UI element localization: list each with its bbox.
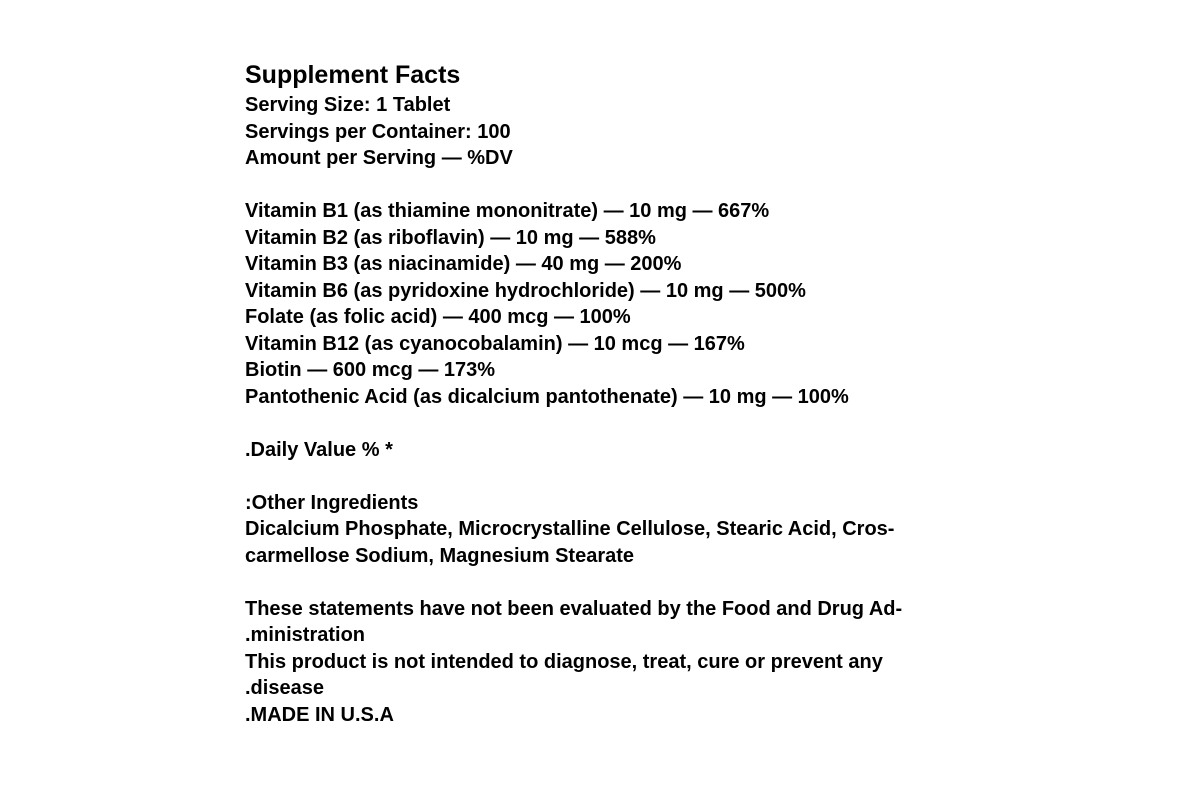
daily-value-note: .Daily Value % * bbox=[245, 438, 393, 461]
spacer bbox=[245, 410, 1005, 437]
nutrient-row-vitamin-b1: Vitamin B1 (as thiamine mononitrate) — 10 mg — 667% bbox=[245, 200, 770, 222]
other-ingredients-section bbox=[245, 490, 1005, 570]
made-in-usa: .MADE IN U.S.A bbox=[245, 703, 394, 726]
spacer bbox=[245, 569, 1005, 596]
nutrient-row-folate: Folate (as folic acid) — 400 mcg — 100% bbox=[245, 306, 631, 328]
nutrient-row-vitamin-b12: Vitamin B12 (as cyanocobalamin) — 10 mcg — 167% bbox=[245, 332, 745, 355]
other-ingredients-heading: :Other Ingredients bbox=[245, 491, 419, 514]
servings-per-container: Servings per Container: 100 bbox=[245, 120, 511, 143]
nutrient-row-vitamin-b2: Vitamin B2 (as riboflavin) — 10 mg — 588% bbox=[245, 226, 656, 249]
supplement-facts-label bbox=[245, 58, 1005, 728]
disclaimer-line: .ministration bbox=[245, 624, 366, 646]
serving-size: Serving Size: 1 Tablet bbox=[245, 94, 451, 116]
nutrient-row-vitamin-b6: Vitamin B6 (as pyridoxine hydrochloride) — 10 mg — 500% bbox=[245, 279, 806, 302]
disclaimer-section bbox=[245, 596, 1005, 729]
nutrient-row-biotin: Biotin — 600 mcg — 173% bbox=[245, 359, 496, 381]
nutrient-row-vitamin-b3: Vitamin B3 (as niacinamide) — 40 mg — 200% bbox=[245, 253, 682, 275]
disclaimer-line: These statements have not been evaluated by the Food and Drug Ad- bbox=[245, 597, 903, 620]
other-ingredients-line: carmellose Sodium, Magnesium Stearate bbox=[245, 544, 635, 567]
spacer bbox=[245, 172, 1005, 199]
nutrient-list bbox=[245, 198, 1005, 410]
other-ingredients-line: Dicalcium Phosphate, Microcrystalline Cellulose, Stearic Acid, Cros- bbox=[245, 518, 895, 540]
nutrient-row-pantothenic-acid: Pantothenic Acid (as dicalcium pantothenate) — 10 mg — 100% bbox=[245, 385, 849, 408]
label-title: Supplement Facts bbox=[245, 61, 461, 89]
amount-header: Amount per Serving — %DV bbox=[245, 147, 513, 169]
disclaimer-line: This product is not intended to diagnose, treat, cure or prevent any bbox=[245, 650, 883, 673]
disclaimer-line: .disease bbox=[245, 677, 324, 699]
spacer bbox=[245, 463, 1005, 490]
